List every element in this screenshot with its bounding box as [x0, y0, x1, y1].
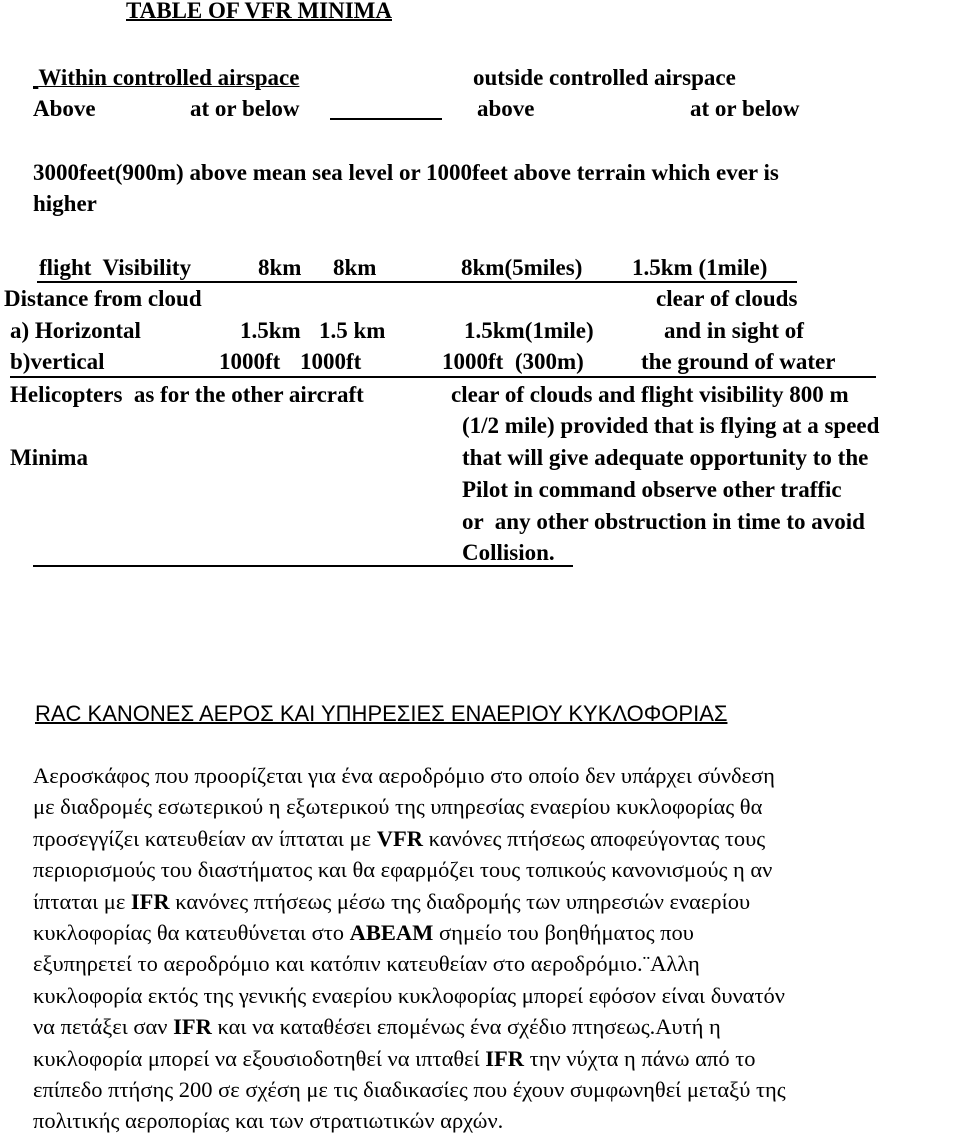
rac-line: κυκλοφορία εκτός της γενικής εναερίου κυκλοφορίας μπορεί εφόσον είναι δυνατόν [33, 982, 785, 1008]
rac-line: επίπεδο πτήσης 200 σε σχέση με τις διαδικασίες που έχουν συμφωνηθεί μεταξύ της [33, 1077, 786, 1103]
helicopters-line-1: clear of clouds and flight visibility 800 m [451, 382, 849, 407]
rac-paragraph [33, 760, 953, 1137]
vertical-value-1: 1000ft [219, 349, 281, 374]
horizontal-label: a) Horizontal [10, 318, 141, 343]
visibility-label: flight Visibility [39, 255, 192, 280]
rac-line: προσεγγίζει κατευθείαν αν ίπταται με VFR κανόνες πτήσεως αποφεύγοντας τους [33, 825, 766, 851]
vertical-value-4: the ground of water [641, 349, 836, 374]
rac-line: κυκλοφορίας θα κατευθύνεται στο ABEAM σημείο του βοηθήματος που [33, 920, 694, 946]
rac-line: με διαδρομές εσωτερικού η εξωτερικού της υπηρεσίας εναερίου κυκλοφορίας θα [33, 794, 763, 820]
horizontal-value-2: 1.5 km [319, 318, 386, 343]
altitude-note-line-2: higher [33, 191, 97, 216]
table-bottom-underline [33, 565, 573, 567]
horizontal-value-4: and in sight of [664, 318, 804, 343]
helicopters-line-2: (1/2 mile) provided that is flying at a speed [462, 413, 880, 438]
horizontal-value-1: 1.5km [240, 318, 301, 343]
clear-of-clouds-value: clear of clouds [656, 286, 798, 311]
altitude-note-line-1: 3000feet(900m) above mean sea level or 1000feet above terrain which ever is [33, 160, 779, 185]
rac-line: πολιτικής αεροπορίας και των στρατιωτικών αρχών. [33, 1108, 504, 1134]
at-or-below-label-2: at or below [690, 96, 800, 121]
document-title: TABLE OF VFR MINIMA [126, 0, 392, 23]
above-label-2: above [477, 96, 535, 121]
rac-line: εξυπηρετεί το αεροδρόμιο και κατόπιν κατευθείαν στο αεροδρόμιο.¨Αλλη [33, 951, 700, 977]
helicopters-line-3: that will give adequate opportunity to the [462, 445, 869, 470]
visibility-value-3: 8km(5miles) [461, 255, 583, 280]
header-underline [330, 118, 442, 120]
helicopters-line-6: Collision. [462, 540, 555, 565]
at-or-below-label-1: at or below [190, 96, 300, 121]
within-controlled-heading: Within controlled airspace [38, 65, 300, 90]
rac-line: να πετάξει σαν IFR και να καταθέσει επομένως ένα σχέδιο πτησεως.Αυτή η [33, 1014, 721, 1040]
visibility-value-4: 1.5km (1mile) [632, 255, 768, 280]
minima-label: Minima [10, 445, 88, 470]
vertical-value-2: 1000ft [300, 349, 362, 374]
visibility-value-1: 8km [258, 255, 302, 280]
helicopters-line-4: Pilot in command observe other traffic [462, 477, 842, 502]
rac-line: κυκλοφορία μπορεί να εξουσιοδοτηθεί να ιπταθεί IFR την νύχτα η πάνω από το [33, 1045, 756, 1071]
rac-line: περιορισμούς του διαστήματος και θα εφαρμόζει τους τοπικούς κανονισμούς η αν [33, 857, 773, 883]
visibility-value-2: 8km [333, 255, 377, 280]
above-label-1: Above [33, 96, 96, 121]
vertical-value-3: 1000ft (300m) [442, 349, 584, 374]
horizontal-value-3: 1.5km(1mile) [464, 318, 594, 343]
vertical-label: b)vertical [10, 349, 105, 374]
rac-section-title: RAC ΚΑΝΟΝΕΣ ΑΕΡΟΣ ΚΑΙ ΥΠΗΡΕΣΙΕΣ ΕΝΑΕΡΙΟΥ ΚΥΚΛΟΦΟΡΙΑΣ [35, 701, 728, 726]
distance-from-cloud-label: Distance from cloud [4, 286, 202, 311]
rac-line: ίπταται με IFR κανόνες πτήσεως μέσω της διαδρομής των υπηρεσιών εναερίου [33, 888, 751, 914]
rac-line: Αεροσκάφος που προορίζεται για ένα αεροδρόμιο στο οποίο δεν υπάρχει σύνδεση [33, 763, 775, 788]
helicopters-label: Helicopters as for the other aircraft [10, 382, 364, 407]
helicopters-line-5: or any other obstruction in time to avoid [462, 509, 865, 534]
outside-controlled-heading: outside controlled airspace [473, 65, 736, 90]
